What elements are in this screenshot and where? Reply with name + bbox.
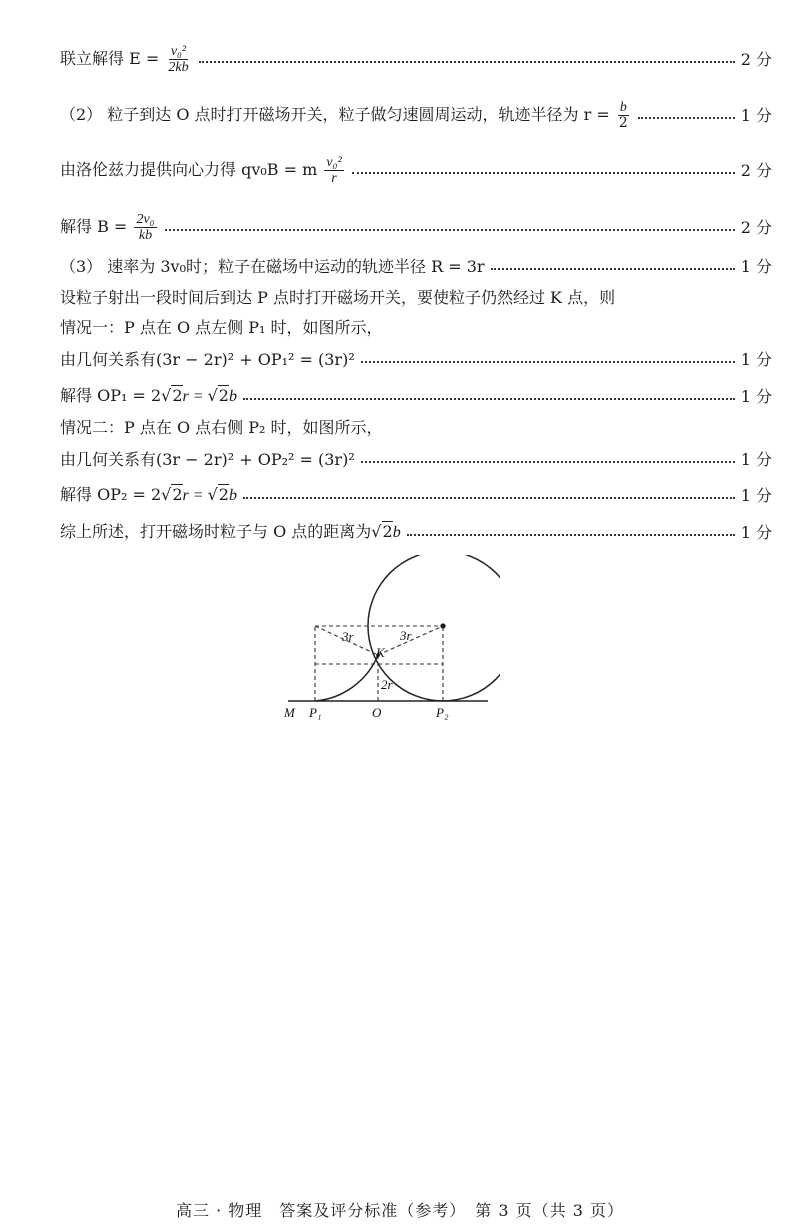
line-text: 由几何关系有(3r − 2r)² + OP₁² = (3r)² — [60, 350, 355, 369]
construction-lines — [315, 626, 443, 701]
line-text: 联立解得 E = — [60, 49, 160, 68]
answer-line-6: 设粒子射出一段时间后到达 P 点时打开磁场开关，要使粒子仍然经过 K 点，则 — [60, 288, 616, 307]
line-text: b — [228, 487, 237, 504]
line-text: 综上所述，打开磁场时粒子与 O 点的距离为 — [60, 522, 372, 541]
score: 2 分 — [740, 49, 772, 69]
line-text: 解得 B = — [60, 217, 128, 236]
sqrt-symbol: √ — [161, 485, 172, 504]
leader-dots — [407, 534, 735, 536]
answer-line-10: 情况二：P 点在 O 点右侧 P₂ 时，如图所示， — [60, 418, 383, 437]
sqrt-symbol: √ — [371, 522, 382, 541]
fraction-numerator: v₀² — [170, 44, 187, 59]
label-m: M — [284, 705, 295, 720]
fraction-denominator: 2kb — [168, 60, 189, 75]
sqrt-radicand: 2 — [218, 485, 229, 504]
fraction — [134, 212, 156, 243]
sqrt-radicand: 2 — [218, 386, 229, 405]
line-text: （2） 粒子到达 O 点时打开磁场开关，粒子做匀速圆周运动，轨迹半径为 r = — [60, 105, 610, 124]
leader-dots — [361, 361, 735, 363]
answer-line-7: 情况一：P 点在 O 点左侧 P₁ 时，如图所示， — [60, 318, 383, 337]
label-radius-left: 3r — [342, 629, 354, 644]
line-text: 解得 OP₁ = 2 — [60, 386, 162, 405]
answer-line-5 — [60, 257, 772, 277]
answer-line-12 — [60, 485, 772, 506]
score: 2 分 — [740, 160, 772, 180]
label-p1: P₁ — [309, 705, 322, 720]
score: 1 分 — [740, 450, 772, 469]
answer-line-8 — [60, 350, 772, 370]
label-o: O — [372, 705, 382, 720]
answer-line-11 — [60, 450, 772, 470]
fraction — [324, 155, 343, 186]
answer-line-1 — [60, 44, 772, 75]
score: 1 分 — [740, 522, 772, 542]
fraction-denominator: 2 — [618, 115, 628, 131]
line-text: 解得 OP₂ = 2 — [60, 485, 162, 504]
label-k: K — [376, 645, 385, 660]
score: 1 分 — [740, 350, 772, 369]
answer-line-2 — [60, 100, 772, 131]
leader-dots — [491, 268, 735, 270]
fraction-numerator: b — [619, 100, 627, 115]
answer-line-4 — [60, 212, 772, 243]
fraction-numerator: 2v₀ — [136, 212, 155, 227]
fraction-denominator: r — [331, 171, 337, 186]
leader-dots — [165, 229, 735, 231]
answer-line-9 — [60, 386, 772, 407]
line-text: b — [228, 388, 237, 405]
leader-dots — [243, 398, 735, 400]
answer-line-13 — [60, 522, 772, 543]
sqrt-symbol: √ — [161, 386, 172, 405]
sqrt-radicand: 2 — [172, 386, 183, 405]
sqrt-symbol: √ — [207, 386, 218, 405]
fraction — [166, 44, 190, 75]
line-text: r = — [182, 487, 208, 504]
sqrt-symbol: √ — [207, 485, 218, 504]
label-p2: P₂ — [436, 705, 449, 720]
fraction-denominator: kb — [138, 228, 153, 243]
score: 1 分 — [740, 257, 772, 276]
line-text: （3） 速率为 3v₀时；粒子在磁场中运动的轨迹半径 R = 3r — [60, 257, 485, 276]
leader-dots — [352, 172, 735, 174]
sqrt-radicand: 2 — [382, 522, 393, 541]
line-text: b — [392, 524, 401, 541]
trajectory-diagram — [280, 555, 500, 740]
trajectory-arc-left — [315, 655, 378, 701]
leader-dots — [199, 61, 735, 63]
page-footer: 高三 · 物理 答案及评分标准（参考） 第 3 页（共 3 页） — [176, 1201, 624, 1220]
score: 2 分 — [740, 217, 772, 237]
label-height: 2r — [381, 677, 393, 692]
fraction — [617, 100, 630, 131]
leader-dots — [361, 461, 735, 463]
leader-dots — [638, 117, 735, 119]
label-radius-right: 3r — [400, 628, 412, 643]
fraction-numerator: v₀² — [326, 155, 342, 170]
score: 1 分 — [740, 386, 772, 406]
line-text: r = — [182, 388, 208, 405]
sqrt-radicand: 2 — [172, 485, 183, 504]
leader-dots — [243, 497, 735, 499]
line-text: 由洛伦兹力提供向心力得 qv₀B = m — [60, 160, 318, 179]
answer-line-3 — [60, 155, 772, 186]
score: 1 分 — [740, 105, 772, 125]
line-text: 由几何关系有(3r − 2r)² + OP₂² = (3r)² — [60, 450, 355, 469]
score: 1 分 — [740, 485, 772, 505]
